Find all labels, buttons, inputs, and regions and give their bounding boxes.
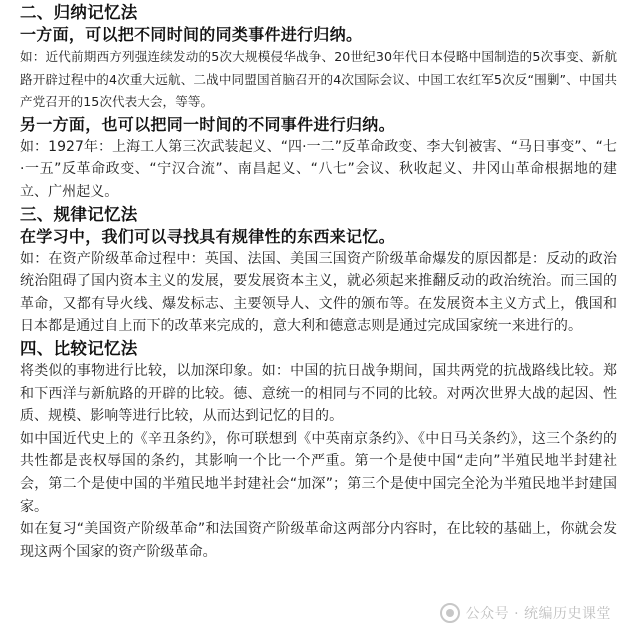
- paragraph-guilv-1: 如：在资产阶级革命过程中：英国、法国、美国三国资产阶级革命爆发的原因都是：反动的政治统治阻碍了国内资本主义的发展，要发展资本主义，就必须起来推翻反动的政治统治。而三国的革命，又都有导火线、爆发标志、主要领导人、文件的颁布等。在发展资本主义方式上，俄国和日本都是通过自上而下的改革来完成的，意大利和德意志则是通过完成国家统一来进行的。: [20, 250, 617, 335]
- watermark: [440, 603, 611, 623]
- watermark-text: 公众号 · 统编历史课堂: [465, 606, 611, 622]
- wechat-official-account-icon: [440, 603, 460, 623]
- paragraph-guina-1: 如：近代前期西方列强连续发动的5次大规模侵华战争、20世纪30年代日本侵略中国制造的5次事变、新航路开辟过程中的4次重大远航、二战中同盟国首脑召开的4次国际会议、中国工农红军5次反“围剿”、中国共产党召开的15次代表大会，等等。: [20, 49, 617, 110]
- section-heading-bijiao: 四、比较记忆法: [20, 338, 138, 358]
- subheading-guina-1: 一方面，可以把不同时间的同类事件进行归纳。: [20, 25, 363, 44]
- paragraph-bijiao-2: 如中国近代史上的《辛丑条约》，你可联想到《中英南京条约》、《中日马关条约》，这三个条约的共性都是丧权辱国的条约，其影响一个比一个严重。第一个是使中国“走向”半殖民地半封建社会，第二个是使中国的半殖民地半封建社会“加深”；第三个是使中国完全沦为半殖民地半封建国家。: [20, 430, 617, 515]
- paragraph-bijiao-3: 如在复习“美国资产阶级革命”和法国资产阶级革命这两部分内容时，在比较的基础上，你就会发现这两个国家的资产阶级革命。: [20, 521, 617, 560]
- paragraph-bijiao-1: 将类似的事物进行比较，以加深印象。如：中国的抗日战争期间，国共两党的抗战路线比较。郑和下西洋与新航路的开辟的比较。德、意统一的相同与不同的比较。对两次世界大战的起因、性质、规模、影响等进行比较，从而达到记忆的目的。: [20, 362, 617, 425]
- paragraph-guina-2: 如：1927年：上海工人第三次武装起义、“四·一二”反革命政变、李大钊被害、“马日事变”、“七·一五”反革命政变、“宁汉合流”、南昌起义、“八七”会议、秋收起义、井冈山革命根据地的建立、广州起义。: [20, 138, 617, 200]
- subheading-guilv-1: 在学习中，我们可以寻找具有规律性的东西来记忆。: [20, 226, 395, 246]
- subheading-guina-2: 另一方面，也可以把同一时间的不同事件进行归纳。: [20, 114, 395, 134]
- section-heading-guina: 二、归纳记忆法: [20, 3, 138, 22]
- section-heading-guilv: 三、规律记忆法: [20, 204, 138, 224]
